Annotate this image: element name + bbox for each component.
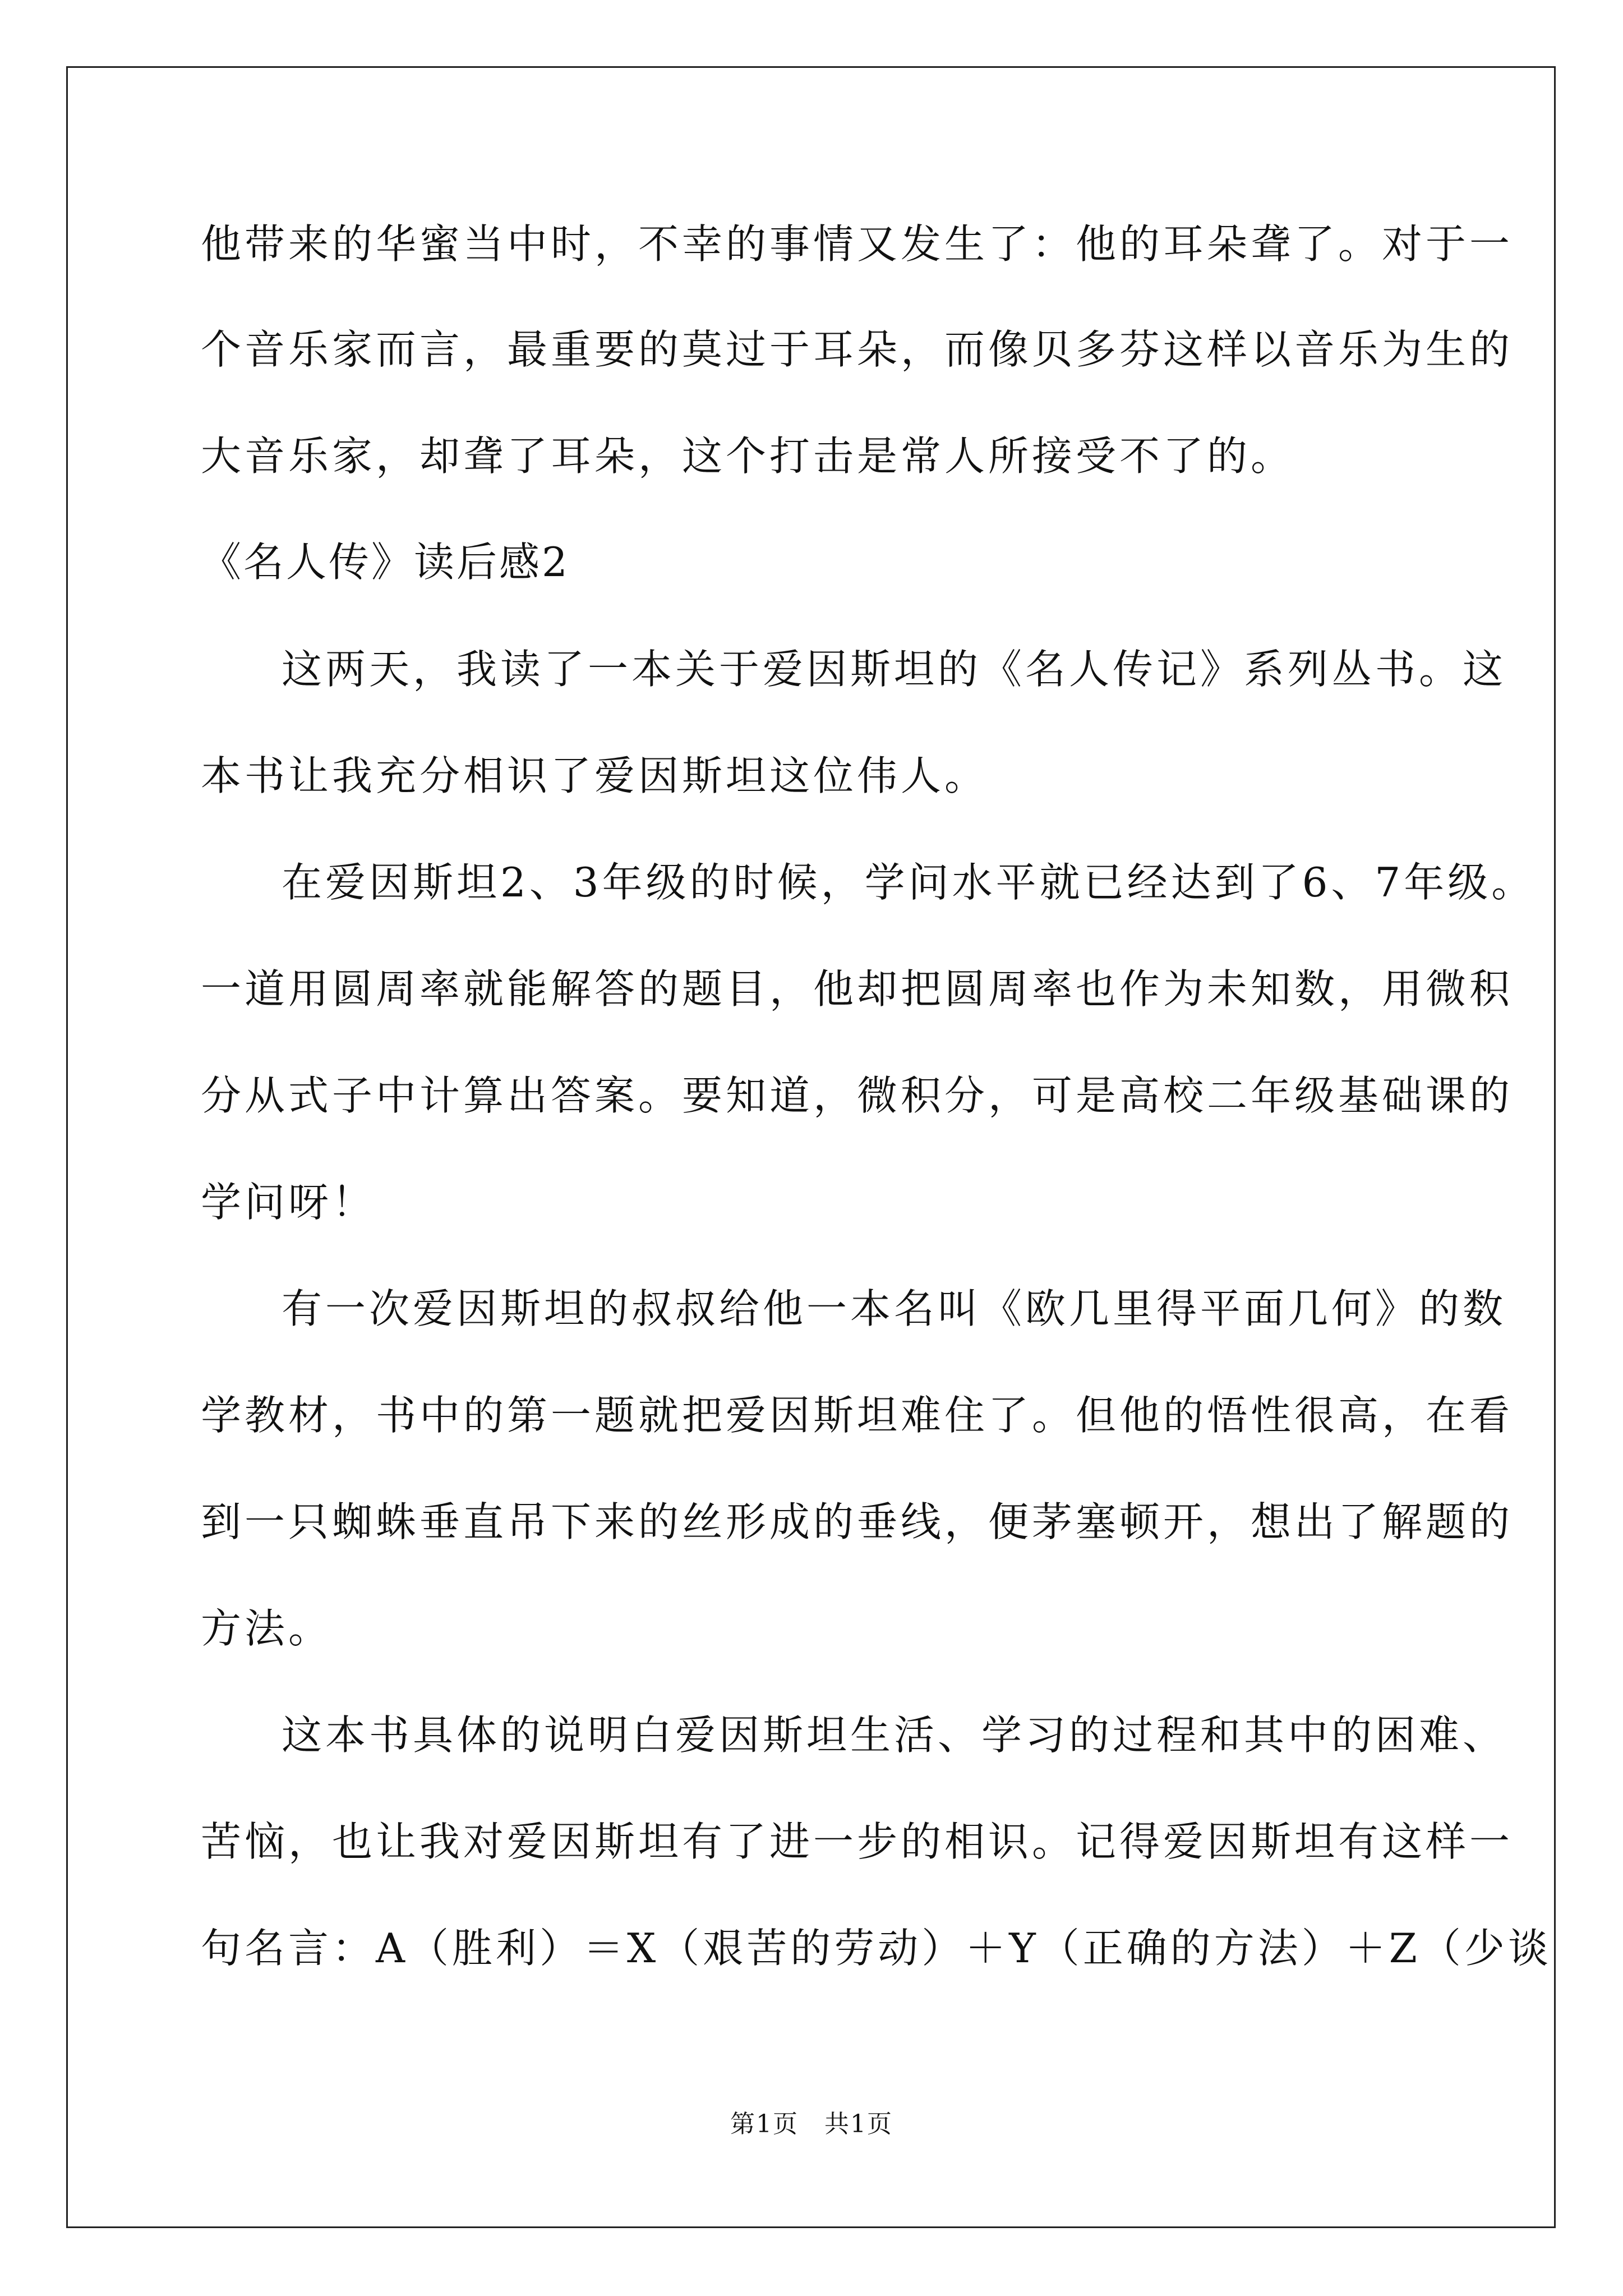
- body-line: 学教材，书中的第一题就把爱因斯坦难住了。但他的悟性很高，在看: [201, 1392, 1514, 1439]
- section-heading: 《名人传》读后感2: [201, 539, 570, 586]
- body-line: 分从式子中计算出答案。要知道，微积分，可是高校二年级基础课的: [201, 1072, 1514, 1119]
- body-line: 到一只蜘蛛垂直吊下来的丝形成的垂线，便茅塞顿开，想出了解题的: [201, 1498, 1514, 1545]
- body-line: 苦恼，也让我对爱因斯坦有了进一步的相识。记得爱因斯坦有这样一: [201, 1818, 1514, 1865]
- body-line: 句名言：A（胜利）＝X（艰苦的劳动）＋Y（正确的方法）＋Z（少谈: [201, 1925, 1552, 1972]
- body-line: 本书让我充分相识了爱因斯坦这位伟人。: [201, 752, 989, 799]
- body-line: 个音乐家而言，最重要的莫过于耳朵，而像贝多芬这样以音乐为生的: [201, 326, 1514, 373]
- body-line: 大音乐家，却聋了耳朵，这个打击是常人所接受不了的。: [201, 432, 1295, 480]
- body-line: 方法。: [201, 1605, 333, 1652]
- page-border: [66, 66, 1556, 2228]
- page-number: 第1页 共1页: [730, 2110, 893, 2138]
- body-line: 学问呀！: [201, 1179, 376, 1226]
- body-line: 这两天，我读了一本关于爱因斯坦的《名人传记》系列丛书。这: [282, 646, 1507, 693]
- body-line: 在爱因斯坦2、3年级的时候，学问水平就已经达到了6、7年级。: [282, 859, 1536, 906]
- body-line: 这本书具体的说明白爱因斯坦生活、学习的过程和其中的困难、: [282, 1711, 1507, 1759]
- body-line: 他带来的华蜜当中时，不幸的事情又发生了：他的耳朵聋了。对于一: [201, 220, 1514, 268]
- body-line: 有一次爱因斯坦的叔叔给他一本名叫《欧几里得平面几何》的数: [282, 1285, 1507, 1332]
- body-line: 一道用圆周率就能解答的题目，他却把圆周率也作为未知数，用微积: [201, 965, 1514, 1013]
